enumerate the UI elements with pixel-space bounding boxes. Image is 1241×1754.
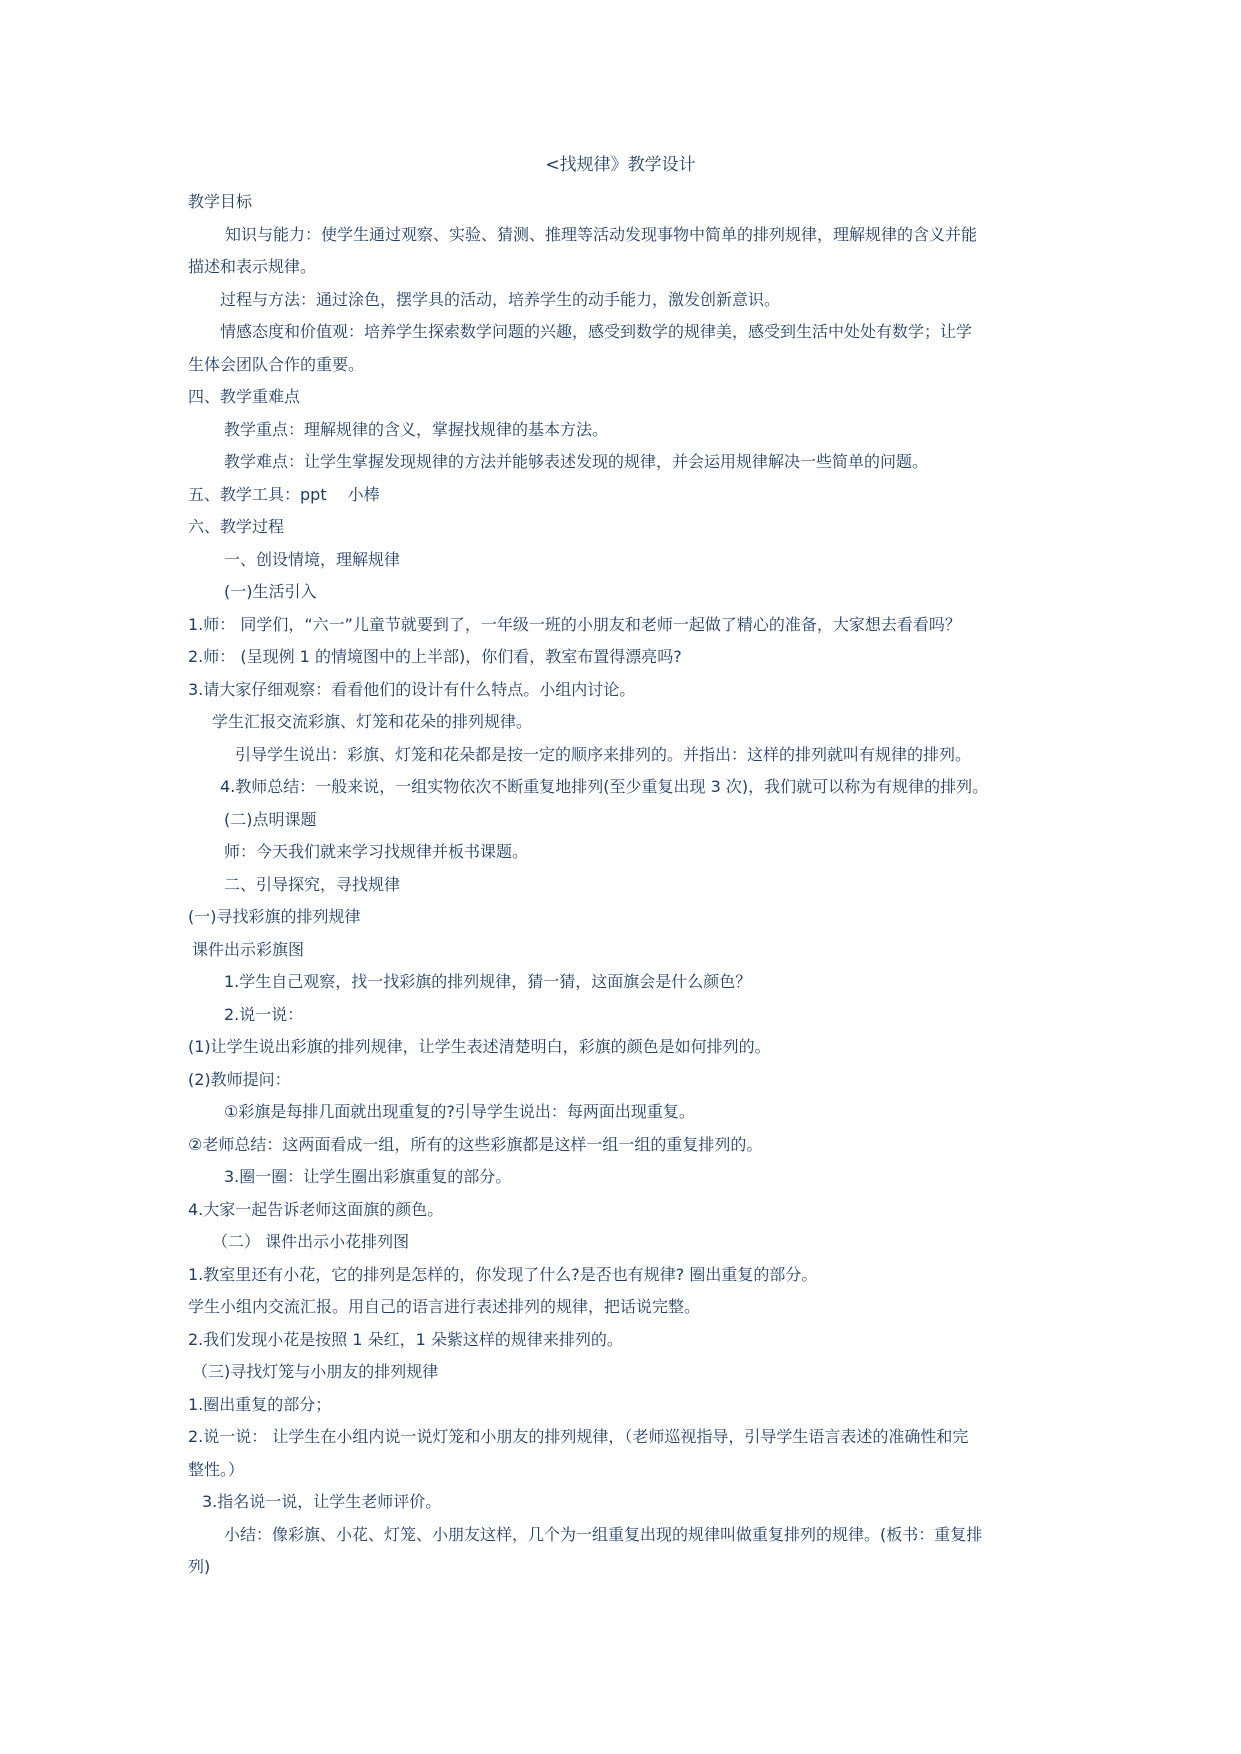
text-line: 1.学生自己观察，找一找彩旗的排列规律，猜一猜，这面旗会是什么颜色？	[224, 972, 752, 991]
text-line: ①彩旗是每排几面就出现重复的?引导学生说出：每两面出现重复。	[224, 1102, 695, 1121]
text-line: 小结：像彩旗、小花、灯笼、小朋友这样，几个为一组重复出现的规律叫做重复排列的规律。(板书：重复排	[224, 1524, 983, 1544]
text-line: 生体会团队合作的重要。	[188, 354, 365, 374]
text-line: (一)生活引入	[224, 582, 317, 601]
text-line: (一)寻找彩旗的排列规律	[188, 907, 361, 926]
text-line: 课件出示彩旗图	[192, 939, 305, 959]
text-line: 教学难点：让学生掌握发现规律的方法并能够表述发现的规律，并会运用规律解决一些简单的问题。	[224, 452, 929, 471]
text-line: 2.说一说： 让学生在小组内说一说灯笼和小朋友的排列规律，（老师巡视指导，引导学生语言表述的准确性和完	[188, 1427, 969, 1446]
text-line: 情感态度和价值观：培养学生探索数学问题的兴趣，感受到数学的规律美，感受到生活中处处有数学；让学	[220, 322, 973, 341]
text-line: 2.师： (呈现例 1 的情境图中的上半部)，你们看，教室布置得漂亮吗?	[188, 647, 682, 666]
text-line: 四、教学重难点	[188, 387, 301, 406]
text-line: 过程与方法：通过涂色，摆学具的活动，培养学生的动手能力，激发创新意识。	[220, 289, 781, 309]
text-line: 一、创设情境，理解规律	[224, 549, 401, 569]
text-line: 4.大家一起告诉老师这面旗的颜色。	[188, 1199, 444, 1219]
text-line: 4.教师总结：一般来说，一组实物依次不断重复地排列(至少重复出现 3 次)，我们就可以称为有规律的排列。	[220, 777, 989, 796]
text-line: 整性。）	[188, 1459, 245, 1479]
document-title: <找规律》教学设计	[545, 155, 696, 175]
text-line: (2)教师提问：	[188, 1069, 291, 1089]
text-line: 五、教学工具：ppt 小棒	[188, 484, 380, 504]
text-line: 3.圈一圈：让学生圈出彩旗重复的部分。	[224, 1167, 512, 1186]
text-line: 2.说一说：	[224, 1004, 304, 1024]
text-line: 描述和表示规律。	[188, 257, 317, 276]
text-line: 教学重点：理解规律的含义，掌握找规律的基本方法。	[224, 419, 609, 439]
document-body	[188, 186, 1053, 1584]
text-line: 1.师： 同学们，“六一”儿童节就要到了，一年级一班的小朋友和老师一起做了精心的准备，大家想去看看吗？	[188, 614, 961, 634]
text-line: （三)寻找灯笼与小朋友的排列规律	[192, 1362, 439, 1381]
text-line: 3.请大家仔细观察：看看他们的设计有什么特点。小组内讨论。	[188, 679, 636, 699]
text-line: 六、教学过程	[188, 517, 285, 536]
text-line: 2.我们发现小花是按照 1 朵红，1 朵紫这样的规律来排列的。	[188, 1329, 623, 1349]
text-line: 3.指名说一说，让学生老师评价。	[202, 1492, 442, 1511]
text-line: 知识与能力：使学生通过观察、实验、猜测、推理等活动发现事物中简单的排列规律，理解规律的含义并能	[225, 224, 978, 244]
text-line: （二） 课件出示小花排列图	[212, 1232, 410, 1251]
text-line: 1.圈出重复的部分；	[188, 1394, 332, 1414]
text-line: 师：今天我们就来学习找规律并板书课题。	[224, 842, 529, 861]
text-line: (1)让学生说出彩旗的排列规律，让学生表述清楚明白，彩旗的颜色是如何排列的。	[188, 1037, 771, 1056]
text-line: 1.教室里还有小花，它的排列是怎样的，你发现了什么?是否也有规律? 圈出重复的部分。	[188, 1264, 818, 1284]
text-line: 列)	[188, 1557, 211, 1576]
text-line: 引导学生说出：彩旗、灯笼和花朵都是按一定的顺序来排列的。并指出：这样的排列就叫有规律的排列。	[235, 744, 972, 764]
text-line: 学生汇报交流彩旗、灯笼和花朵的排列规律。	[212, 712, 533, 731]
text-line: 学生小组内交流汇报。用自己的语言进行表述排列的规律，把话说完整。	[188, 1297, 701, 1316]
text-line: ②老师总结：这两面看成一组，所有的这些彩旗都是这样一组一组的重复排列的。	[188, 1134, 763, 1154]
text-line: 二、引导探究，寻找规律	[224, 874, 401, 894]
text-line: 教学目标	[188, 192, 253, 211]
text-line: (二)点明课题	[224, 809, 317, 829]
